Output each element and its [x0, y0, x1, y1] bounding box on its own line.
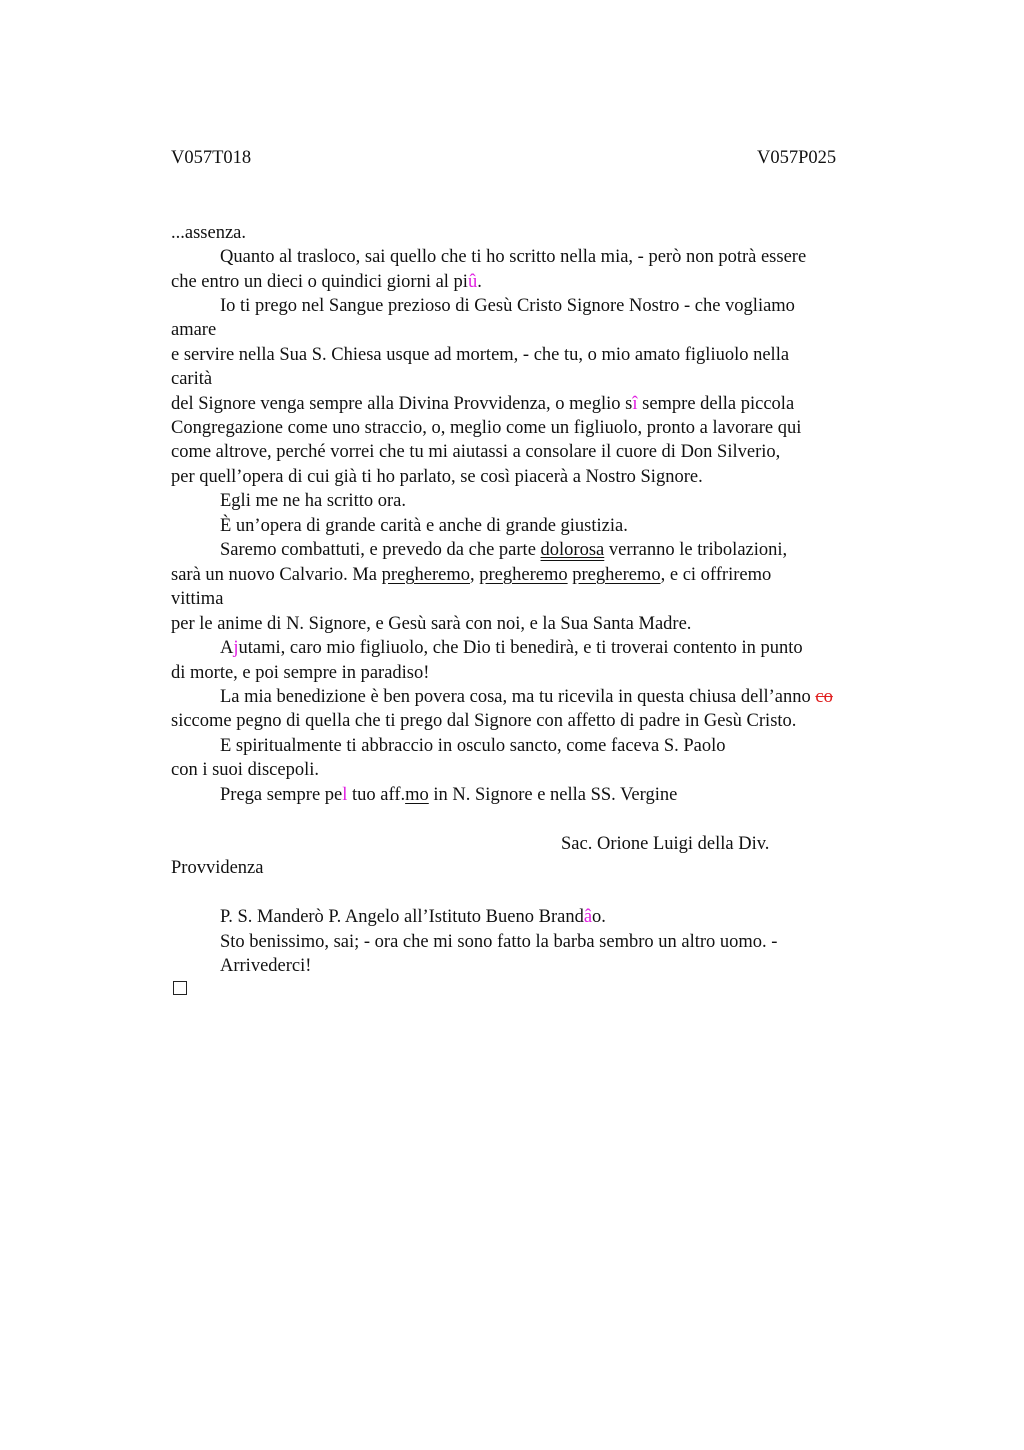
underlined-word: mo — [405, 785, 429, 805]
text-line: Congregazione come uno straccio, o, meglio come un figliuolo, pronto a lavorare qui — [171, 418, 802, 438]
text-line: Egli me ne ha scritto ora. — [220, 491, 406, 511]
text-line: con i suoi discepoli. — [171, 760, 319, 780]
double-underlined-word: dolorosa — [540, 540, 605, 560]
corrected-char: û — [467, 272, 478, 292]
text-line: per le anime di N. Signore, e Gesù sarà con noi, e la Sua Santa Madre. — [171, 614, 692, 634]
corrected-char: î — [632, 394, 638, 414]
underlined-word: pregheremo — [381, 565, 471, 585]
text-line: vittima — [171, 589, 224, 609]
text-line: di morte, e poi sempre in paradiso! — [171, 663, 430, 683]
text-line: Saremo combattuti, e prevedo da che parte dolorosa verranno le tribolazioni, — [220, 540, 788, 560]
text-line: sarà un nuovo Calvario. Ma pregheremo, pregheremo pregheremo, e ci offriremo — [171, 565, 772, 585]
end-marker-box — [173, 981, 187, 995]
text-line: amare — [171, 320, 217, 340]
signature-line: Sac. Orione Luigi della Div. — [561, 834, 770, 854]
signature-line: Provvidenza — [171, 858, 264, 878]
text-line: Prega sempre pel tuo aff.mo in N. Signore e nella SS. Vergine — [220, 785, 678, 805]
postscript-line: Sto benissimo, sai; - ora che mi sono fatto la barba sembro un altro uomo. - — [220, 932, 778, 952]
postscript-line: P. S. Manderò P. Angelo all’Istituto Bueno Brandâo. — [220, 907, 606, 927]
page-code-right: V057P025 — [757, 148, 837, 168]
text-line: che entro un dieci o quindici giorni al piû. — [171, 272, 482, 292]
underlined-word: pregheremo — [479, 565, 568, 585]
text-line: e servire nella Sua S. Chiesa usque ad mortem, - che tu, o mio amato figliuolo nella — [171, 345, 790, 365]
corrected-char: l — [342, 785, 348, 805]
text-line: Ajutami, caro mio figliuolo, che Dio ti benedirà, e ti troverai contento in punto — [220, 638, 803, 658]
text-line: per quell’opera di cui già ti ho parlato, se così piacerà a Nostro Signore. — [171, 467, 703, 487]
underlined-word: pregheremo — [572, 565, 661, 585]
postscript-line: Arrivederci! — [220, 956, 312, 976]
text-line: del Signore venga sempre alla Divina Provvidenza, o meglio sî sempre della piccola — [171, 394, 795, 414]
corrected-char: â — [583, 907, 593, 927]
text-line: carità — [171, 369, 213, 389]
text-line: come altrove, perché vorrei che tu mi aiutassi a consolare il cuore di Don Silverio, — [171, 442, 781, 462]
document-code-left: V057T018 — [171, 148, 252, 168]
struck-text: co — [815, 687, 833, 707]
text-line: Io ti prego nel Sangue prezioso di Gesù Cristo Signore Nostro - che vogliamo — [220, 296, 795, 316]
text-line: ...assenza. — [171, 223, 246, 243]
text-line: siccome pegno di quella che ti prego dal Signore con affetto di padre in Gesù Cristo. — [171, 711, 797, 731]
text-line: Quanto al trasloco, sai quello che ti ho scritto nella mia, - però non potrà essere — [220, 247, 807, 267]
corrected-char: j — [233, 638, 239, 658]
text-line: E spiritualmente ti abbraccio in osculo sancto, come faceva S. Paolo — [220, 736, 726, 756]
text-line: È un’opera di grande carità e anche di grande giustizia. — [220, 516, 628, 536]
text-line: La mia benedizione è ben povera cosa, ma tu ricevila in questa chiusa dell’anno co — [220, 687, 833, 707]
